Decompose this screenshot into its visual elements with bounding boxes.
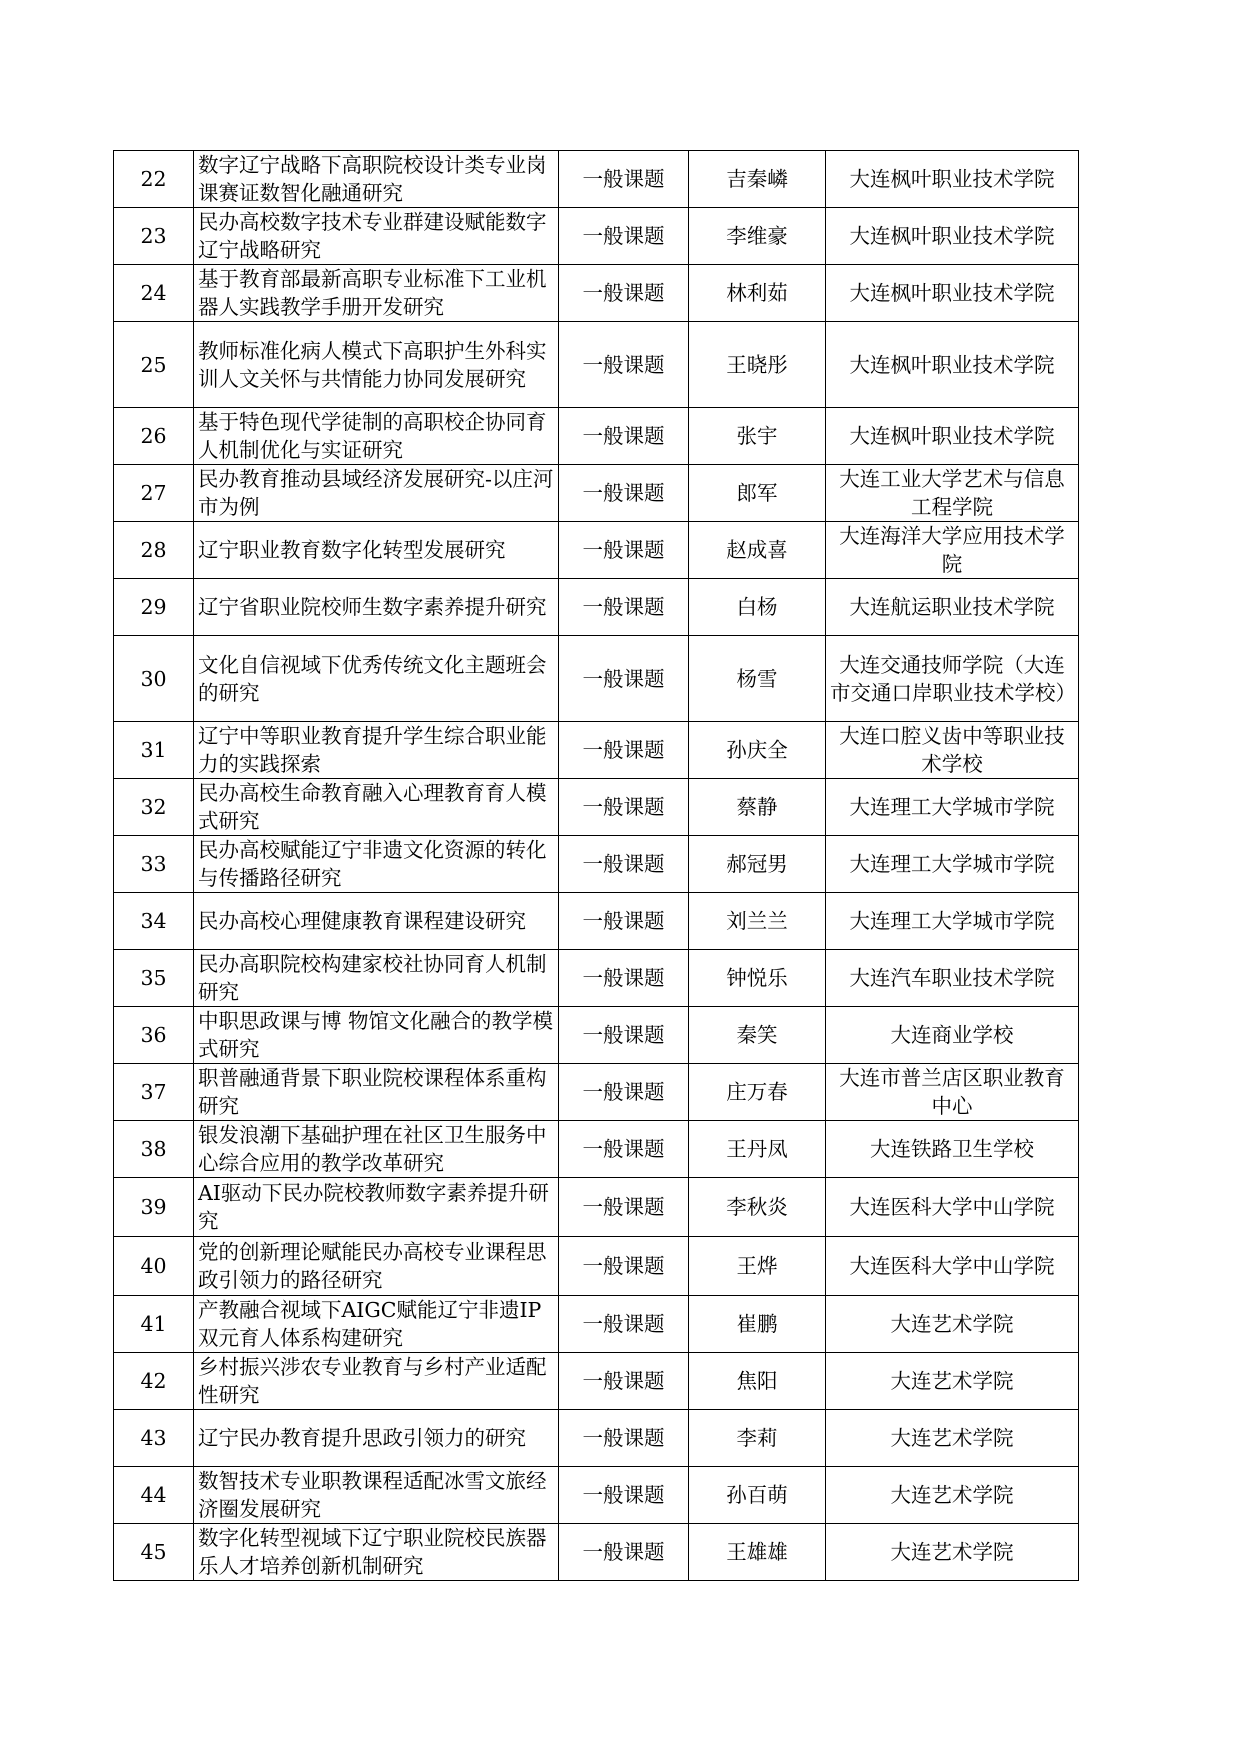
row-number: 40 bbox=[114, 1237, 194, 1296]
project-leader: 林利茹 bbox=[689, 265, 826, 322]
table-row bbox=[114, 151, 1079, 208]
project-organization: 大连口腔义齿中等职业技术学校 bbox=[826, 722, 1079, 779]
project-category: 一般课题 bbox=[559, 1121, 689, 1178]
project-organization: 大连汽车职业技术学院 bbox=[826, 950, 1079, 1007]
table-row bbox=[114, 1007, 1079, 1064]
project-title: AI驱动下民办院校教师数字素养提升研究 bbox=[194, 1178, 559, 1237]
project-organization: 大连艺术学院 bbox=[826, 1524, 1079, 1581]
project-organization: 大连医科大学中山学院 bbox=[826, 1178, 1079, 1237]
project-leader: 李维豪 bbox=[689, 208, 826, 265]
project-title: 基于特色现代学徒制的高职校企协同育人机制优化与实证研究 bbox=[194, 408, 559, 465]
project-category: 一般课题 bbox=[559, 1296, 689, 1353]
project-title: 职普融通背景下职业院校课程体系重构研究 bbox=[194, 1064, 559, 1121]
project-title: 民办教育推动县域经济发展研究-以庄河市为例 bbox=[194, 465, 559, 522]
project-title: 教师标准化病人模式下高职护生外科实训人文关怀与共情能力协同发展研究 bbox=[194, 322, 559, 408]
project-title: 民办高职院校构建家校社协同育人机制研究 bbox=[194, 950, 559, 1007]
row-number: 45 bbox=[114, 1524, 194, 1581]
table-row bbox=[114, 408, 1079, 465]
table-row bbox=[114, 1467, 1079, 1524]
project-organization: 大连交通技师学院（大连市交通口岸职业技术学校） bbox=[826, 636, 1079, 722]
project-category: 一般课题 bbox=[559, 465, 689, 522]
project-leader: 王烨 bbox=[689, 1237, 826, 1296]
table-row bbox=[114, 1064, 1079, 1121]
project-organization: 大连市普兰店区职业教育中心 bbox=[826, 1064, 1079, 1121]
row-number: 26 bbox=[114, 408, 194, 465]
project-organization: 大连理工大学城市学院 bbox=[826, 836, 1079, 893]
project-category: 一般课题 bbox=[559, 836, 689, 893]
project-category: 一般课题 bbox=[559, 779, 689, 836]
row-number: 43 bbox=[114, 1410, 194, 1467]
project-leader: 赵成喜 bbox=[689, 522, 826, 579]
project-title: 数字化转型视域下辽宁职业院校民族器乐人才培养创新机制研究 bbox=[194, 1524, 559, 1581]
table-row bbox=[114, 636, 1079, 722]
project-category: 一般课题 bbox=[559, 408, 689, 465]
project-leader: 王晓彤 bbox=[689, 322, 826, 408]
project-category: 一般课题 bbox=[559, 893, 689, 950]
project-category: 一般课题 bbox=[559, 1178, 689, 1237]
project-leader: 秦笑 bbox=[689, 1007, 826, 1064]
project-leader: 蔡静 bbox=[689, 779, 826, 836]
project-organization: 大连商业学校 bbox=[826, 1007, 1079, 1064]
project-leader: 白杨 bbox=[689, 579, 826, 636]
project-organization: 大连艺术学院 bbox=[826, 1467, 1079, 1524]
project-leader: 焦阳 bbox=[689, 1353, 826, 1410]
row-number: 25 bbox=[114, 322, 194, 408]
project-organization: 大连海洋大学应用技术学院 bbox=[826, 522, 1079, 579]
project-category: 一般课题 bbox=[559, 522, 689, 579]
project-leader: 李秋炎 bbox=[689, 1178, 826, 1237]
table-row bbox=[114, 893, 1079, 950]
table-row bbox=[114, 779, 1079, 836]
project-leader: 崔鹏 bbox=[689, 1296, 826, 1353]
table-row bbox=[114, 1237, 1079, 1296]
table-row bbox=[114, 579, 1079, 636]
project-title: 民办高校生命教育融入心理教育育人模式研究 bbox=[194, 779, 559, 836]
table-row bbox=[114, 322, 1079, 408]
table-row bbox=[114, 465, 1079, 522]
table-row bbox=[114, 1121, 1079, 1178]
project-organization: 大连医科大学中山学院 bbox=[826, 1237, 1079, 1296]
project-organization: 大连枫叶职业技术学院 bbox=[826, 151, 1079, 208]
row-number: 32 bbox=[114, 779, 194, 836]
project-organization: 大连理工大学城市学院 bbox=[826, 893, 1079, 950]
project-organization: 大连铁路卫生学校 bbox=[826, 1121, 1079, 1178]
project-category: 一般课题 bbox=[559, 1237, 689, 1296]
table-row bbox=[114, 1296, 1079, 1353]
project-organization: 大连艺术学院 bbox=[826, 1353, 1079, 1410]
project-category: 一般课题 bbox=[559, 208, 689, 265]
project-title: 数字辽宁战略下高职院校设计类专业岗课赛证数智化融通研究 bbox=[194, 151, 559, 208]
project-category: 一般课题 bbox=[559, 322, 689, 408]
project-organization: 大连工业大学艺术与信息工程学院 bbox=[826, 465, 1079, 522]
project-organization: 大连枫叶职业技术学院 bbox=[826, 208, 1079, 265]
project-title: 产教融合视域下AIGC赋能辽宁非遗IP双元育人体系构建研究 bbox=[194, 1296, 559, 1353]
project-category: 一般课题 bbox=[559, 722, 689, 779]
project-category: 一般课题 bbox=[559, 1007, 689, 1064]
row-number: 30 bbox=[114, 636, 194, 722]
row-number: 36 bbox=[114, 1007, 194, 1064]
project-title: 文化自信视域下优秀传统文化主题班会的研究 bbox=[194, 636, 559, 722]
row-number: 39 bbox=[114, 1178, 194, 1237]
row-number: 23 bbox=[114, 208, 194, 265]
project-leader: 孙庆全 bbox=[689, 722, 826, 779]
project-category: 一般课题 bbox=[559, 1410, 689, 1467]
project-leader: 刘兰兰 bbox=[689, 893, 826, 950]
project-category: 一般课题 bbox=[559, 151, 689, 208]
project-organization: 大连艺术学院 bbox=[826, 1296, 1079, 1353]
project-category: 一般课题 bbox=[559, 950, 689, 1007]
row-number: 42 bbox=[114, 1353, 194, 1410]
row-number: 31 bbox=[114, 722, 194, 779]
project-category: 一般课题 bbox=[559, 636, 689, 722]
table-row bbox=[114, 722, 1079, 779]
project-organization: 大连枫叶职业技术学院 bbox=[826, 265, 1079, 322]
table-row bbox=[114, 265, 1079, 322]
project-title: 基于教育部最新高职专业标准下工业机器人实践教学手册开发研究 bbox=[194, 265, 559, 322]
project-organization: 大连枫叶职业技术学院 bbox=[826, 408, 1079, 465]
row-number: 34 bbox=[114, 893, 194, 950]
project-organization: 大连枫叶职业技术学院 bbox=[826, 322, 1079, 408]
project-leader: 孙百萌 bbox=[689, 1467, 826, 1524]
project-leader: 吉秦嶙 bbox=[689, 151, 826, 208]
project-category: 一般课题 bbox=[559, 1524, 689, 1581]
row-number: 35 bbox=[114, 950, 194, 1007]
project-leader: 钟悦乐 bbox=[689, 950, 826, 1007]
row-number: 29 bbox=[114, 579, 194, 636]
row-number: 37 bbox=[114, 1064, 194, 1121]
project-leader: 王雄雄 bbox=[689, 1524, 826, 1581]
project-category: 一般课题 bbox=[559, 265, 689, 322]
project-leader: 王丹凤 bbox=[689, 1121, 826, 1178]
row-number: 41 bbox=[114, 1296, 194, 1353]
table-row bbox=[114, 1178, 1079, 1237]
table-row bbox=[114, 1353, 1079, 1410]
table-row bbox=[114, 522, 1079, 579]
row-number: 24 bbox=[114, 265, 194, 322]
project-title: 民办高校数字技术专业群建设赋能数字辽宁战略研究 bbox=[194, 208, 559, 265]
project-title: 民办高校赋能辽宁非遗文化资源的转化与传播路径研究 bbox=[194, 836, 559, 893]
project-leader: 郝冠男 bbox=[689, 836, 826, 893]
row-number: 44 bbox=[114, 1467, 194, 1524]
project-organization: 大连理工大学城市学院 bbox=[826, 779, 1079, 836]
row-number: 28 bbox=[114, 522, 194, 579]
project-leader: 庄万春 bbox=[689, 1064, 826, 1121]
project-leader: 杨雪 bbox=[689, 636, 826, 722]
row-number: 22 bbox=[114, 151, 194, 208]
project-title: 辽宁民办教育提升思政引领力的研究 bbox=[194, 1410, 559, 1467]
project-leader: 李莉 bbox=[689, 1410, 826, 1467]
project-title: 党的创新理论赋能民办高校专业课程思政引领力的路径研究 bbox=[194, 1237, 559, 1296]
project-category: 一般课题 bbox=[559, 1467, 689, 1524]
table-row bbox=[114, 208, 1079, 265]
row-number: 33 bbox=[114, 836, 194, 893]
project-organization: 大连航运职业技术学院 bbox=[826, 579, 1079, 636]
row-number: 27 bbox=[114, 465, 194, 522]
project-title: 乡村振兴涉农专业教育与乡村产业适配性研究 bbox=[194, 1353, 559, 1410]
table-row bbox=[114, 950, 1079, 1007]
project-title: 民办高校心理健康教育课程建设研究 bbox=[194, 893, 559, 950]
projects-table bbox=[113, 150, 1079, 1581]
table-row bbox=[114, 1524, 1079, 1581]
project-title: 辽宁中等职业教育提升学生综合职业能力的实践探索 bbox=[194, 722, 559, 779]
project-category: 一般课题 bbox=[559, 579, 689, 636]
table-row bbox=[114, 1410, 1079, 1467]
project-title: 辽宁省职业院校师生数字素养提升研究 bbox=[194, 579, 559, 636]
project-category: 一般课题 bbox=[559, 1353, 689, 1410]
project-title: 辽宁职业教育数字化转型发展研究 bbox=[194, 522, 559, 579]
project-category: 一般课题 bbox=[559, 1064, 689, 1121]
table-row bbox=[114, 836, 1079, 893]
project-title: 数智技术专业职教课程适配冰雪文旅经济圈发展研究 bbox=[194, 1467, 559, 1524]
projects-table-body bbox=[114, 151, 1079, 1581]
project-title: 中职思政课与博 物馆文化融合的教学模式研究 bbox=[194, 1007, 559, 1064]
project-leader: 张宇 bbox=[689, 408, 826, 465]
project-organization: 大连艺术学院 bbox=[826, 1410, 1079, 1467]
row-number: 38 bbox=[114, 1121, 194, 1178]
project-leader: 郎军 bbox=[689, 465, 826, 522]
project-title: 银发浪潮下基础护理在社区卫生服务中心综合应用的教学改革研究 bbox=[194, 1121, 559, 1178]
